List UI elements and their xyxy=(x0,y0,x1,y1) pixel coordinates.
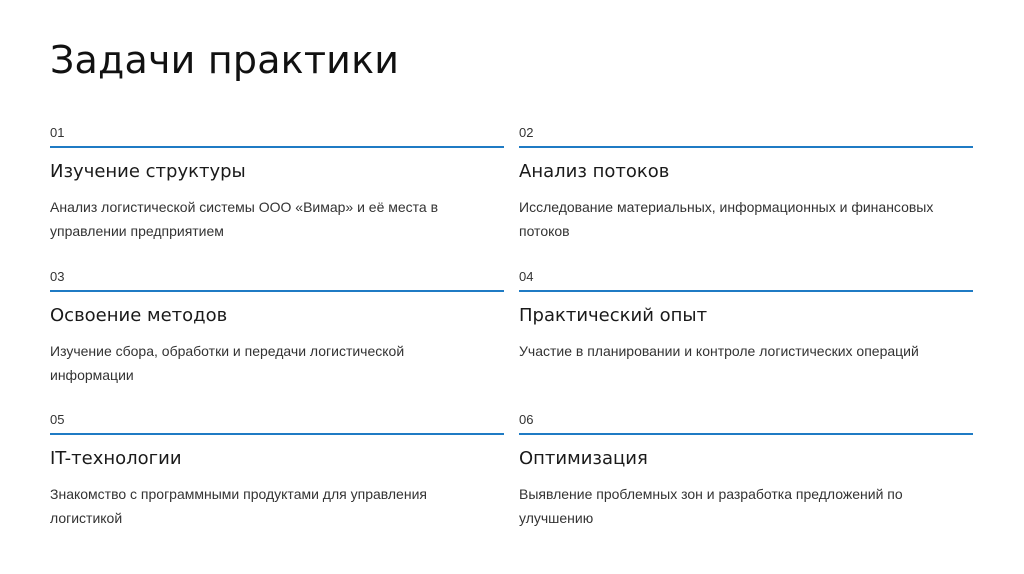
task-number: 06 xyxy=(519,412,534,427)
task-description: Участие в планировании и контроле логистических операций xyxy=(519,343,919,359)
task-description: Знакомство с программными продуктами для управления логистикой xyxy=(50,486,427,526)
accent-divider xyxy=(50,290,504,292)
task-description: Анализ логистической системы ООО «Вимар» и её места в управлении предприятием xyxy=(50,199,439,239)
task-description: Изучение сбора, обработки и передачи логистической информации xyxy=(50,343,405,383)
task-number: 03 xyxy=(50,269,65,284)
accent-divider xyxy=(50,146,504,148)
task-heading: Оптимизация xyxy=(519,448,648,469)
task-card-1 xyxy=(50,125,504,243)
accent-divider xyxy=(50,433,504,435)
task-heading: Изучение структуры xyxy=(50,161,246,182)
task-number: 04 xyxy=(519,269,534,284)
accent-divider xyxy=(519,433,973,435)
task-description: Выявление проблемных зон и разработка предложений по улучшению xyxy=(519,486,903,526)
task-card-2 xyxy=(519,125,973,243)
task-card-4 xyxy=(519,269,973,363)
task-card-3 xyxy=(50,269,504,387)
task-heading: Освоение методов xyxy=(50,305,228,326)
task-description: Исследование материальных, информационных и финансовых потоков xyxy=(519,199,934,239)
task-heading: IT-технологии xyxy=(50,448,182,469)
slide-title: Задачи практики xyxy=(50,38,400,82)
accent-divider xyxy=(519,290,973,292)
task-card-5 xyxy=(50,412,504,530)
task-heading: Практический опыт xyxy=(519,305,708,326)
task-number: 02 xyxy=(519,125,534,140)
task-heading: Анализ потоков xyxy=(519,161,670,182)
accent-divider xyxy=(519,146,973,148)
task-card-6 xyxy=(519,412,973,530)
task-number: 05 xyxy=(50,412,65,427)
task-number: 01 xyxy=(50,125,65,140)
